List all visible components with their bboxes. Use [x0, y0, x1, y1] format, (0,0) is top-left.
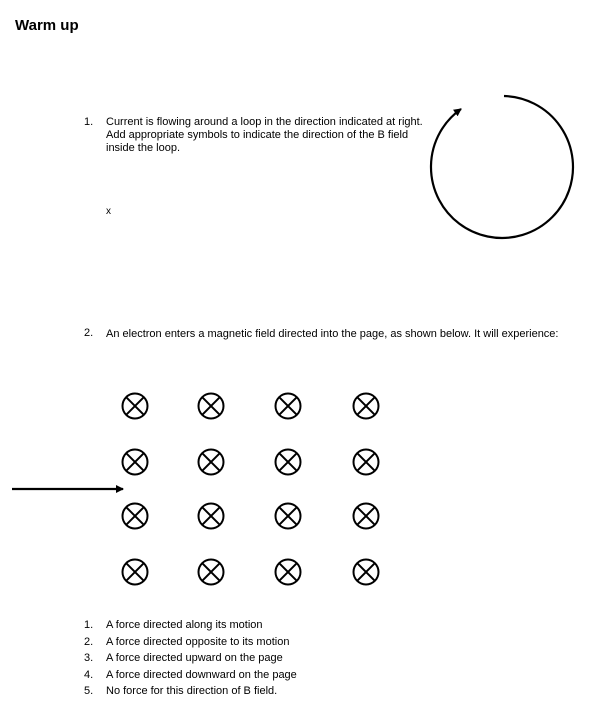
choice-text: A force directed opposite to its motion	[106, 635, 290, 648]
magnetic-field-grid	[123, 394, 379, 585]
into-page-cross-circle-icon	[354, 504, 379, 529]
page-title: Warm up	[15, 17, 79, 34]
choice-number: 1.	[84, 619, 94, 631]
question-1-number: 1.	[84, 116, 94, 128]
into-page-cross-circle-icon	[276, 560, 301, 585]
choice-text: A force directed upward on the page	[106, 652, 283, 664]
into-page-cross-circle-icon	[123, 394, 148, 419]
choice-text: A force directed downward on the page	[106, 668, 297, 681]
choice-5[interactable]	[84, 683, 297, 700]
answer-mark: x	[106, 206, 111, 217]
choice-1[interactable]	[84, 617, 297, 634]
choice-4[interactable]	[84, 667, 297, 684]
choice-number: 5.	[84, 685, 94, 697]
into-page-cross-circle-icon	[199, 394, 224, 419]
current-loop-arrow-icon	[431, 96, 573, 238]
question-1-text: Current is flowing around a loop in the direction indicated at right. Add appropriate symbols to indicate the direction of the B field inside the loop.	[106, 116, 423, 154]
into-page-cross-circle-icon	[354, 450, 379, 475]
into-page-cross-circle-icon	[123, 450, 148, 475]
choice-number: 4.	[84, 668, 94, 681]
into-page-cross-circle-icon	[123, 560, 148, 585]
choice-text: A force directed along its motion	[106, 619, 263, 631]
question-2-number: 2.	[84, 327, 94, 339]
into-page-cross-circle-icon	[276, 504, 301, 529]
choice-3[interactable]	[84, 650, 297, 667]
question-2-text: An electron enters a magnetic field directed into the page, as shown below. It will experience:	[106, 328, 559, 340]
choice-2[interactable]	[84, 634, 297, 651]
into-page-cross-circle-icon	[276, 394, 301, 419]
into-page-cross-circle-icon	[276, 450, 301, 475]
into-page-cross-circle-icon	[354, 560, 379, 585]
answer-choices	[84, 617, 297, 700]
into-page-cross-circle-icon	[199, 504, 224, 529]
into-page-cross-circle-icon	[199, 450, 224, 475]
choice-number: 3.	[84, 652, 94, 664]
choice-text: No force for this direction of B field.	[106, 685, 278, 697]
into-page-cross-circle-icon	[123, 504, 148, 529]
into-page-cross-circle-icon	[354, 394, 379, 419]
choice-number: 2.	[84, 635, 94, 648]
into-page-cross-circle-icon	[199, 560, 224, 585]
